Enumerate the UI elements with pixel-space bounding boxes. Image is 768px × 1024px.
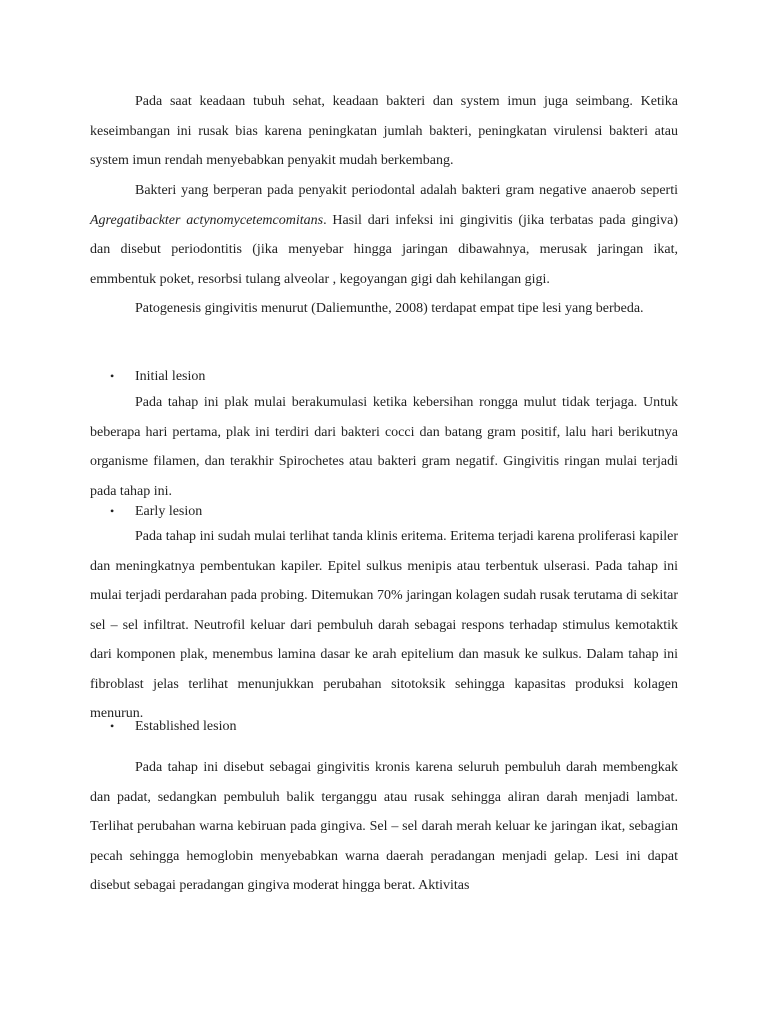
bullet-established-lesion-title: Established lesion [135, 719, 237, 734]
bullet-icon: • [110, 369, 115, 383]
bacteria-species-name: Agregatibackter actynomycetemcomitans [90, 212, 324, 228]
paragraph-initial-lesion: Pada tahap ini plak mulai berakumulasi ketika kebersihan rongga mulut tidak terjaga. Untuk beberapa hari pertama, plak ini terdiri dari bakteri cocci dan batang gram positif, lalu hari berikutnya organisme filamen, dan terakhir Spirochetes atau bakteri gram negatif. Gingivitis ringan mulai terjadi pada tahap ini. [90, 395, 678, 499]
paragraph-bacteria-text-2: . Hasil dari infeksi ini gingivitis (jika terbatas pada gingiva) dan disebut periodontitis (jika menyebar hingga jaringan dibawahnya, merusak jaringan ikat, emmbentuk poket, resorbsi tulang alveolar , kegoyangan gigi dah kehilangan gigi. [90, 212, 678, 287]
bullet-initial-lesion-title: Initial lesion [135, 369, 206, 384]
paragraph-bacteria-text-1: Bakteri yang berperan pada penyakit periodontal adalah bakteri gram negative anaerob seperti [135, 183, 678, 198]
paragraph-intro: Pada saat keadaan tubuh sehat, keadaan bakteri dan system imun juga seimbang. Ketika keseimbangan ini rusak bias karena peningkatan jumlah bakteri, peningkatan virulensi bakteri atau system imun rendah menyebabkan penyakit mudah berkembang. [90, 94, 678, 168]
bullet-early-lesion-title: Early lesion [135, 504, 203, 519]
paragraph-early-lesion: Pada tahap ini sudah mulai terlihat tanda klinis eritema. Eritema terjadi karena proliferasi kapiler dan meningkatnya pembentukan kapiler. Epitel sulkus menipis atau terbentuk ulserasi. Pada tahap ini mulai terjadi perdarahan pada probing. Ditemukan 70% jaringan kolagen sudah rusak terutama di sekitar sel – sel infiltrat. Neutrofil keluar dari pembuluh darah sebagai respons terhadap stimulus kemotaktik dari komponen plak, menembus lamina dasar ke arah epitelium dan masuk ke sulkus. Dalam tahap ini fibroblast jelas terlihat menunjukkan perubahan sitotoksik sehingga kapasitas produksi kolagen menurun. [90, 529, 678, 721]
bullet-early-lesion [110, 499, 202, 524]
bullet-icon: • [110, 719, 115, 733]
bullet-initial-lesion [110, 364, 205, 389]
bullet-established-lesion [110, 714, 237, 739]
paragraph-pathogenesis: Patogenesis gingivitis menurut (Daliemunthe, 2008) terdapat empat tipe lesi yang berbeda. [135, 301, 644, 316]
paragraph-established-lesion: Pada tahap ini disebut sebagai gingivitis kronis karena seluruh pembuluh darah membengkak dan padat, sedangkan pembuluh balik terganggu atau rusak sehingga aliran darah menjadi lambat. Terlihat perubahan warna kebiruan pada gingiva. Sel – sel darah merah keluar ke jaringan ikat, sebagian pecah sehingga hemoglobin menyebabkan warna daerah peradangan menjadi gelap. Lesi ini dapat disebut sebagai peradangan gingiva moderat hingga berat. Aktivitas [90, 760, 678, 893]
bullet-icon: • [110, 504, 115, 518]
paragraph-bacteria [90, 176, 678, 294]
